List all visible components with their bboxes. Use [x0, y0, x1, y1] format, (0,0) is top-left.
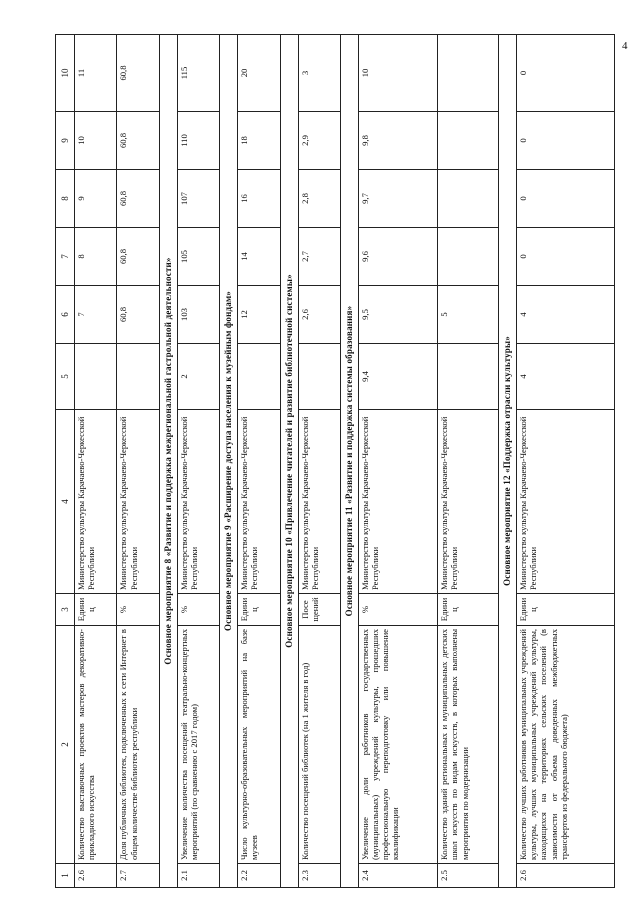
section-row — [220, 35, 238, 888]
value-cell: 5 — [438, 286, 499, 344]
table-row — [117, 35, 159, 888]
value-cell: 2 — [177, 344, 219, 410]
value-cell: 8 — [75, 228, 117, 286]
section-row — [280, 35, 298, 888]
indicator-name-cell: Количество лучших работников муниципальных учреждений культуры, лучших муниципальных учреждений культуры, находящихся на территориях сельских поселений (в зависимости от объема доведенных межбюджетных трансфертов из федерального бюджета) — [517, 626, 615, 864]
executor-cell: Министерство культуры Карачаево-Черкесской Республики — [298, 410, 340, 594]
row-number-cell: 2.7 — [117, 864, 159, 888]
unit-cell: % — [177, 594, 219, 626]
value-cell: 3 — [298, 35, 340, 112]
value-cell: 2,9 — [298, 112, 340, 170]
value-cell: 10 — [358, 35, 437, 112]
executor-cell: Министерство культуры Карачаево-Черкесской Республики — [117, 410, 159, 594]
value-cell: 110 — [177, 112, 219, 170]
value-cell — [298, 344, 340, 410]
executor-cell: Министерство культуры Карачаево-Черкесской Республики — [75, 410, 117, 594]
unit-cell: Посещений — [298, 594, 340, 626]
value-cell: 9,4 — [358, 344, 437, 410]
value-cell — [438, 170, 499, 228]
section-row — [340, 35, 358, 888]
value-cell: 9,8 — [358, 112, 437, 170]
value-cell: 2,8 — [298, 170, 340, 228]
column-header: 4 — [56, 410, 75, 594]
value-cell: 16 — [238, 170, 280, 228]
value-cell: 0 — [517, 35, 615, 112]
value-cell: 2,6 — [298, 286, 340, 344]
row-number-cell: 2.2 — [238, 864, 280, 888]
value-cell — [75, 344, 117, 410]
value-cell: 9,7 — [358, 170, 437, 228]
executor-cell: Министерство культуры Карачаево-Черкесской Республики — [517, 410, 615, 594]
value-cell: 0 — [517, 228, 615, 286]
section-title: Основное мероприятие 8 «Развитие и поддержка межрегиональной гастрольной деятельности» — [159, 35, 177, 888]
value-cell: 60,8 — [117, 170, 159, 228]
row-number-cell: 2.6 — [75, 864, 117, 888]
column-header: 2 — [56, 626, 75, 864]
value-cell: 7 — [75, 286, 117, 344]
value-cell — [438, 112, 499, 170]
table-row — [177, 35, 219, 888]
column-header: 3 — [56, 594, 75, 626]
column-header: 6 — [56, 286, 75, 344]
value-cell: 14 — [238, 228, 280, 286]
value-cell: 107 — [177, 170, 219, 228]
value-cell — [438, 344, 499, 410]
unit-cell: Единиц — [517, 594, 615, 626]
indicator-name-cell: Доля публичных библиотек, подключенных к сети Интернет в общем количестве библиотек республики — [117, 626, 159, 864]
column-header: 5 — [56, 344, 75, 410]
value-cell: 20 — [238, 35, 280, 112]
value-cell: 0 — [517, 112, 615, 170]
indicator-name-cell: Увеличение количества посещений театрально-концертных мероприятий (по сравнению с 2017 годом) — [177, 626, 219, 864]
indicator-name-cell: Количество выставочных проектов мастеров декоративно-прикладного искусства — [75, 626, 117, 864]
value-cell — [238, 344, 280, 410]
section-title: Основное мероприятие 9 «Расширение доступа населения к музейным фондам» — [220, 35, 238, 888]
value-cell: 60,8 — [117, 286, 159, 344]
row-number-cell: 2.5 — [438, 864, 499, 888]
value-cell: 12 — [238, 286, 280, 344]
value-cell — [117, 344, 159, 410]
indicator-name-cell: Число культурно-образовательных мероприятий на базе музеев — [238, 626, 280, 864]
section-title: Основное мероприятие 12 «Поддержка отрасли культуры» — [499, 35, 517, 888]
section-title: Основное мероприятие 11 «Развитие и поддержка системы образования» — [340, 35, 358, 888]
section-row — [499, 35, 517, 888]
indicator-name-cell: Количество зданий региональных и муниципальных детских школ искусств по видам искусств, в которых выполнены мероприятия по модернизации — [438, 626, 499, 864]
column-number-header-row — [56, 35, 75, 888]
indicator-name-cell: Увеличение доли работников государственных (муниципальных) учреждений культуры, прошедших профессиональную переподготовку или повышение квалификации — [358, 626, 437, 864]
value-cell: 60,8 — [117, 112, 159, 170]
value-cell: 9,6 — [358, 228, 437, 286]
unit-cell: % — [117, 594, 159, 626]
table-row — [238, 35, 280, 888]
value-cell: 115 — [177, 35, 219, 112]
unit-cell: % — [358, 594, 437, 626]
executor-cell: Министерство культуры Карачаево-Черкесской Республики — [358, 410, 437, 594]
value-cell: 10 — [75, 112, 117, 170]
column-header: 7 — [56, 228, 75, 286]
indicators-table — [55, 34, 615, 888]
value-cell: 11 — [75, 35, 117, 112]
row-number-cell: 2.3 — [298, 864, 340, 888]
value-cell: 4 — [517, 286, 615, 344]
section-title: Основное мероприятие 10 «Привлечение читателей и развитие библиотечной системы» — [280, 35, 298, 888]
column-header: 10 — [56, 35, 75, 112]
value-cell: 60,8 — [117, 228, 159, 286]
value-cell: 0 — [517, 170, 615, 228]
value-cell: 60,8 — [117, 35, 159, 112]
table-row — [75, 35, 117, 888]
table-row — [358, 35, 437, 888]
value-cell — [438, 35, 499, 112]
value-cell: 103 — [177, 286, 219, 344]
unit-cell: Единиц — [75, 594, 117, 626]
section-row — [159, 35, 177, 888]
value-cell: 4 — [517, 344, 615, 410]
executor-cell: Министерство культуры Карачаево-Черкесской Республики — [177, 410, 219, 594]
value-cell: 18 — [238, 112, 280, 170]
value-cell: 105 — [177, 228, 219, 286]
column-header: 9 — [56, 112, 75, 170]
rotated-table-page — [55, 35, 615, 888]
executor-cell: Министерство культуры Карачаево-Черкесской Республики — [438, 410, 499, 594]
value-cell: 9,5 — [358, 286, 437, 344]
column-header: 8 — [56, 170, 75, 228]
row-number-cell: 2.6 — [517, 864, 615, 888]
table-row — [517, 35, 615, 888]
column-header: 1 — [56, 864, 75, 888]
row-number-cell: 2.1 — [177, 864, 219, 888]
unit-cell: Единиц — [438, 594, 499, 626]
value-cell — [438, 228, 499, 286]
page-number: 4 — [622, 40, 628, 52]
value-cell: 2,7 — [298, 228, 340, 286]
unit-cell: Единиц — [238, 594, 280, 626]
row-number-cell: 2.4 — [358, 864, 437, 888]
value-cell: 9 — [75, 170, 117, 228]
table-row — [298, 35, 340, 888]
indicator-name-cell: Количество посещений библиотек (на 1 жителя в год) — [298, 626, 340, 864]
table-row — [438, 35, 499, 888]
executor-cell: Министерство культуры Карачаево-Черкесской Республики — [238, 410, 280, 594]
